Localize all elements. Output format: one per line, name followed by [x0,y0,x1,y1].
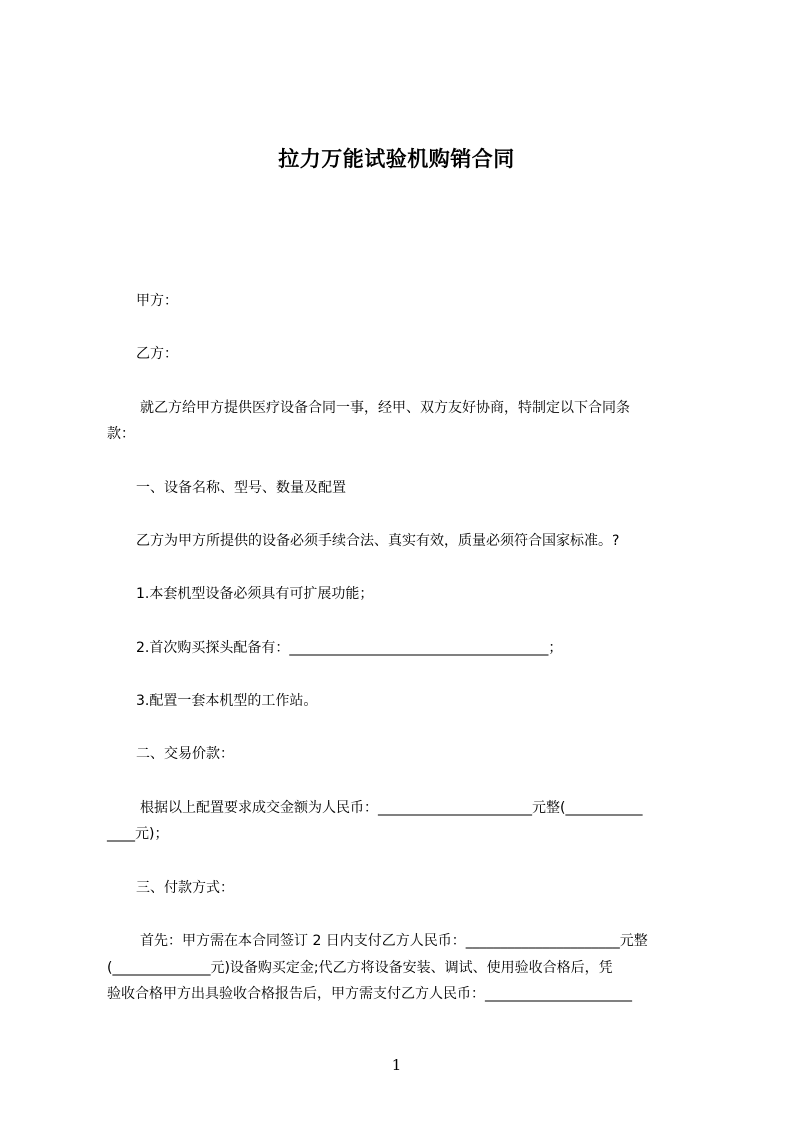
section-2-heading: 二、交易价款： [136,746,234,762]
intro-line-1: 就乙方给甲方提供医疗设备合同一事，经甲、双方友好协商，特制定以下合同条 [140,400,630,416]
party-b-label: 乙方： [136,346,178,362]
price-line-1: 根据以上配置要求成交金额为人民币：______________________元整(___________ [140,800,643,816]
payment-line-1: 首先：甲方需在本合同签订 2 日内支付乙方人民币：______________________元整 [140,933,648,949]
intro-line-2: 款： [107,426,135,442]
section-3-heading: 三、付款方式： [136,880,234,896]
payment-line-3: 验收合格甲方出具验收合格报告后，甲方需支付乙方人民币：_____________________ [107,986,632,1002]
section-1-paragraph: 乙方为甲方所提供的设备必须手续合法、真实有效，质量必须符合国家标准。? [136,533,620,549]
party-a-label: 甲方： [136,293,178,309]
document-title: 拉力万能试验机购销合同 [278,147,515,171]
list-item-1: 1.本套机型设备必须具有可扩展功能； [136,586,374,602]
payment-line-2: (______________元)设备购买定金;代乙方将设备安装、调试、使用验收合格后，凭 [107,960,613,976]
page-number: 1 [391,1056,402,1074]
price-line-2: ____元)； [107,826,169,842]
section-1-heading: 一、设备名称、型号、数量及配置 [136,480,346,496]
list-item-3: 3.配置一套本机型的工作站。 [136,693,318,709]
list-item-2: 2.首次购买探头配备有：_____________________________________； [136,640,563,656]
